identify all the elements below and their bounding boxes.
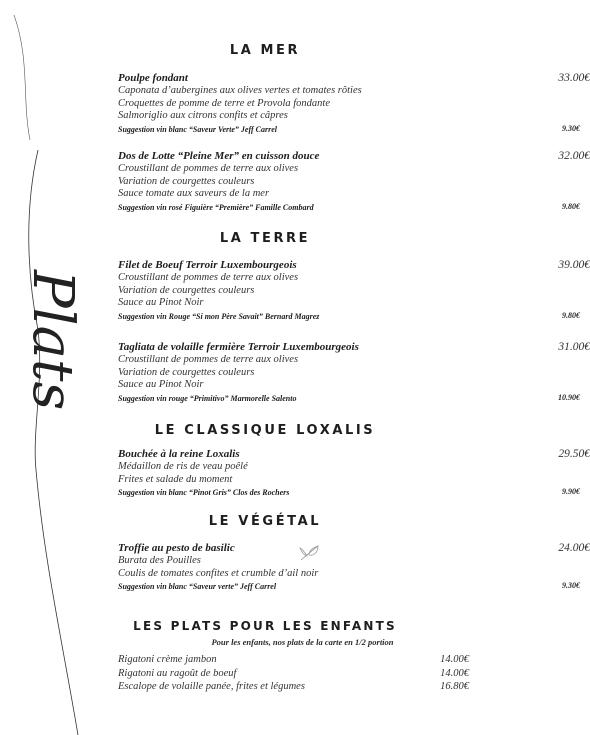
wine-suggestion: Suggestion vin rosé Figuière “Première” Famille Combard — [118, 202, 314, 212]
wine-price: 9.80€ — [562, 311, 580, 320]
dish-line: Croustillant de pommes de terre aux olives — [118, 163, 299, 174]
dish-line: Sauce au Pinot Noir — [118, 379, 204, 391]
wine-price: 9.80€ — [562, 202, 580, 211]
kids-item-price: 14.00€ — [440, 654, 469, 665]
kids-menu — [118, 636, 473, 694]
kids-item-name: Escalope de volaille panée, frites et légumes — [118, 681, 305, 692]
kids-item-name: Rigatoni crème jambon — [118, 654, 217, 665]
dish-price: 32.00€ — [558, 150, 590, 162]
kids-note: Pour les enfants, nos plats de la carte en 1/2 portion — [211, 637, 394, 647]
section-title-classique: LE CLASSIQUE LOXALIS — [154, 423, 376, 438]
dish-price: 33.00€ — [558, 72, 590, 84]
dish-name: Poulpe fondant — [118, 72, 188, 84]
section-title-mer: LA MER — [229, 43, 301, 58]
side-title-text: Plats — [20, 270, 85, 411]
dish-price: 31.00€ — [558, 341, 590, 353]
dish-line: Burata des Pouilles — [118, 555, 201, 566]
list-item — [118, 667, 473, 681]
dish-line: Variation de courgettes couleurs — [118, 366, 255, 378]
dish-poulpe — [118, 72, 590, 136]
section-title-vegetal: LE VÉGÉTAL — [208, 514, 322, 529]
dish-line: Croquettes de pomme de terre et Provola fondante — [118, 97, 330, 109]
dish-bouchee — [118, 448, 590, 499]
wine-price: 9.30€ — [562, 581, 580, 590]
dish-name: Filet de Boeuf Terroir Luxembourgeois — [118, 259, 297, 271]
wine-price: 9.90€ — [562, 487, 580, 496]
dish-lotte — [118, 150, 590, 214]
dish-line: Salmoriglio aux citrons confits et câpres — [118, 110, 288, 122]
dish-name: Dos de Lotte “Pleine Mer” en cuisson douce — [118, 150, 320, 162]
dish-price: 24.00€ — [558, 542, 590, 554]
dish-line: Croustillant de pommes de terre aux olives — [118, 354, 299, 365]
section-title-enfants: LES PLATS POUR LES ENFANTS — [133, 619, 397, 633]
dish-line: Médaillon de ris de veau poêlé — [118, 461, 248, 472]
dish-line: Caponata d’aubergines aux olives vertes et tomates rôties — [118, 85, 362, 96]
dish-name: Troffie au pesto de basilic — [118, 542, 235, 554]
dish-filet-boeuf — [118, 259, 590, 323]
dish-price: 29.50€ — [558, 448, 590, 460]
list-item — [118, 680, 473, 694]
dish-name: Tagliata de volaille fermière Terroir Luxembourgeois — [118, 341, 359, 353]
list-item — [118, 653, 473, 667]
dish-line: Variation de courgettes couleurs — [118, 284, 255, 296]
section-title-terre: LA TERRE — [219, 231, 311, 246]
wine-price: 10.90€ — [558, 393, 580, 402]
kids-item-name: Rigatoni au ragoût de boeuf — [118, 667, 237, 679]
dish-tagliata — [118, 341, 590, 405]
leaf-icon — [298, 543, 322, 563]
dish-line: Sauce au Pinot Noir — [118, 297, 204, 309]
wine-suggestion: Suggestion vin rouge “Primitivo” Marmorelle Salento — [118, 393, 297, 403]
wine-suggestion: Suggestion vin blanc “Saveur Verte” Jeff Carrel — [118, 124, 277, 134]
dish-line: Variation de courgettes couleurs — [118, 175, 255, 187]
dish-line: Coulis de tomates confites et crumble d’ail noir — [118, 567, 319, 579]
dish-price: 39.00€ — [558, 259, 590, 271]
wine-suggestion: Suggestion vin blanc “Saveur verte” Jeff Carrel — [118, 582, 277, 592]
wine-suggestion: Suggestion vin blanc “Pinot Gris” Clos des Rochers — [118, 488, 290, 498]
dish-name: Bouchée à la reine Loxalis — [118, 448, 240, 460]
dish-line: Croustillant de pommes de terre aux olives — [118, 272, 299, 283]
dish-line: Sauce tomate aux saveurs de la mer — [118, 188, 270, 200]
wine-price: 9.30€ — [562, 124, 580, 133]
wine-suggestion: Suggestion vin Rouge “Si mon Père Savait” Bernard Magrez — [118, 311, 320, 321]
kids-item-price: 16.80€ — [440, 681, 469, 692]
dish-line: Frites et salade du moment — [118, 473, 233, 485]
kids-item-price: 14.00€ — [440, 667, 469, 679]
